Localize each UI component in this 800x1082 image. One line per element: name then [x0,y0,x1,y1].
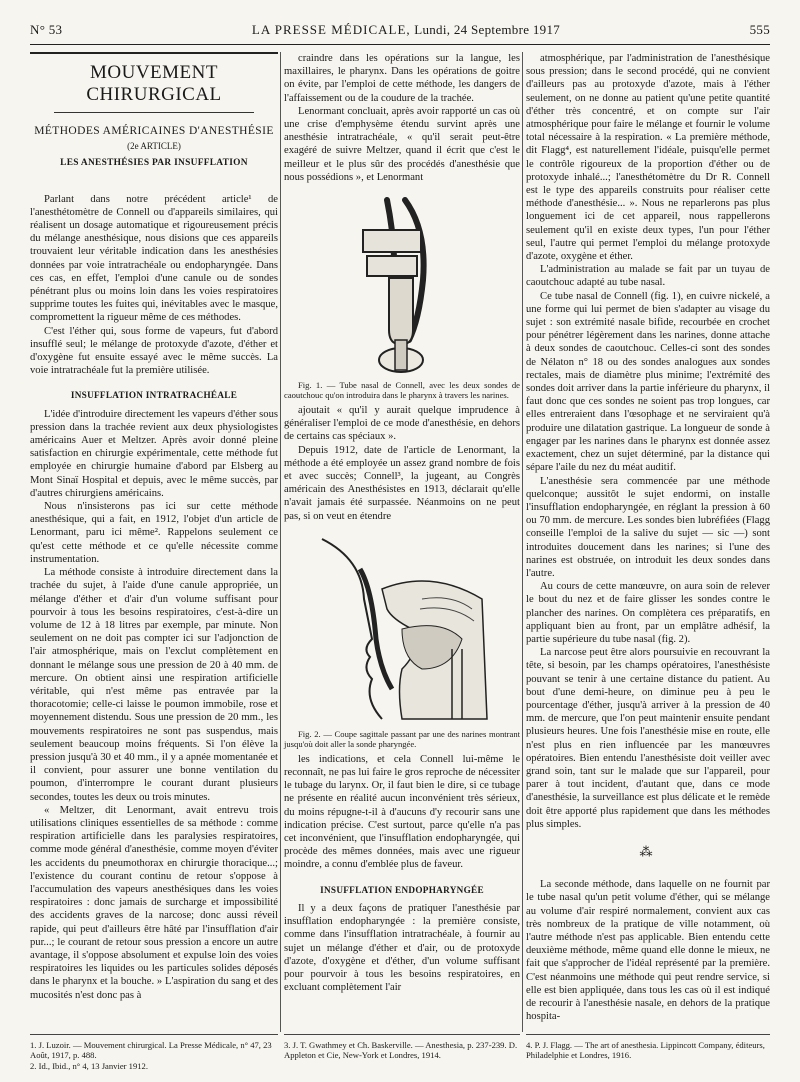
footnote: 4. P. J. Flagg. — The art of anesthesia. Lippincott Company, éditeurs, Philadelphie et Londres, 1916. [526,1040,765,1061]
column-divider [280,52,281,1032]
article-title: MÉTHODES AMÉRICAINES D'ANESTHÉSIE [34,125,274,137]
paragraph: ajoutait « qu'il y aurait quelque imprudence à généraliser l'emploi de ce mode d'anesthésie, en dehors de certains cas spéciaux ». [284,405,520,443]
paragraph: L'administration au malade se fait par un tuyau de caoutchouc adapté au tube nasal. [526,264,770,289]
publication-name: LA PRESSE MÉDICALE, [251,22,411,37]
paragraph: Au cours de cette manœuvre, on aura soin de relever le bout du nez et de faire glisser les sondes contre le plancher des narines. On complètera ces préparatifs, en appliquant bien au front, par un emplâtre adhésif, la partie supérieure du tube nasal (fig. 2). [526,581,770,645]
paragraph: craindre dans les opérations sur la langue, les maxillaires, le pharynx. Dans les opérations de goitre on évite, par l'emploi de cette méthode, les dangers de l'affaissement ou de la coudure de la trachée. [284,53,520,104]
footnote: 2. Id., Ibid., n° 4, 13 Janvier 1912. [30,1060,149,1071]
masthead [252,22,560,38]
footnote: 3. J. T. Gwathmey et Ch. Baskerville. — Anesthesia, p. 237-239. D. Appleton et Cie, New-York et Londres, 1914. [284,1040,518,1061]
footnotes-col-1 [30,1040,278,1071]
section-title: MOUVEMENT CHIRURGICAL [86,62,222,105]
column-2 [284,52,520,994]
paragraph: les indications, et cela Connell lui-même le reconnaît, ne pas lui faire le gros reproche de nécessiter le tubage du larynx. Or, il faut bien le dire, si ce tubage ne présente en réalité aucun inconvénient très sérieux, du moins répugne-t-il à d'aucuns d'y recourir sans une indication précise. C'est surtout, parce qu'elle n'a pas cet inconvénient, que l'insufflation endopharyngée, qui procède des mêmes données, mais avec une rigueur moindre, a connu d'emblée plus de faveur. [284,753,520,871]
header-rule [30,44,770,45]
paragraph: « Meltzer, dit Lenormant, avait entrevu trois utilisations cliniques essentielles de sa méthode : comme respiration artificielle dans les paralysies respiratoires, comme mode général d'anesthésie, comme moyen d'éviter les accidents du pneumothorax en chirurgie thoracique...; l'existence du courant continu de retour s'oppose à l'accumulation des vapeurs anesthésiques dans les voies respiratoires : donc jamais de surcharge et impossibilité des accidents graves de la narcose; donc aussi réveil rapide, qui peut d'ailleurs être hâté par l'insufflation d'air pur...; le courant de retour sous pression a encore un autre avantage, il s'oppose absolument et expulse loin des voies respiratoires les liquides ou les particules solides déposés dans le pharynx et la bouche. » L'aspiration du sang et des mucosités n'est donc pas à [30,804,278,1001]
paragraph: Ce tube nasal de Connell (fig. 1), en cuivre nickelé, a une forme qui lui permet de bien s'adapter au visage du sujet : son extrémité nasale bifide, recourbée en crochet pour pénétrer légèrement dans les narines, donne attache à deux sondes de caoutchouc. Celles-ci sont des sondes de Nélaton n° 18 ou des sondes analogues aux sondes rectales, mais de diamètre plus minime; l'extrémité des sondes doit arriver dans la partie inférieure du pharynx, il faut donc que ces sondes ne soient pas trop longues, car elles entreraient dans l'œsophage et ne serviraient qu'à produire une dilatation gastrique. La longueur de sonde à engager par les narines dans le pharynx est donnée assez exactement, chez un sujet déterminé, par la distance qui sépare l'aile du nez du méat auditif. [526,290,770,474]
issue-number: N° 53 [30,22,63,37]
issue-date: Lundi, 24 Septembre 1917 [414,22,561,37]
paragraph: Nous n'insisterons pas ici sur cette méthode anesthésique, qui a fait, en 1912, l'objet d'un article de Lenormant, paru ici même². Rappelons seulement ce qu'est cette méthode et ce qu'elle nécessite comme instrumentation. [30,501,278,565]
paragraph: C'est l'éther qui, sous forme de vapeurs, fut d'abord insufflé seul; le mélange de protoxyde d'azote, d'éther et d'oxygène fut ensuite essayé avec le même succès. La voie intratrachéale fut la première utilisée. [30,325,278,377]
footnote: 1. J. Luzoir. — Mouvement chirurgical. La Presse Médicale, n° 47, 23 Août, 1917, p. 488. [30,1040,272,1061]
paragraph: La narcose peut être alors poursuivie en recouvrant la tête, si besoin, par les champs opératoires, l'anesthésiste pouvant se tenir à une certaine distance du patient. Au bout d'une demi-heure, on diminue peu à peu le pourcentage d'éther, jusqu'à arriver à la pression de 40 mm. de mercure, que l'on peut maintenir ensuite pendant plusieurs heures. Une fois l'anesthésie mise en route, elle n'est plus en rien influencée par les manœuvres opératoires. Bien entendu l'anesthésiste doit veiller avec grand soin, tant sur le malade que sur l'appareil, pour parer à tout incident, d'autant que, dans ce mode d'anesthésie, la surveillance est plus délicate et le remède doit être apporté plus rapidement que dans les méthodes plus simples. [526,647,770,830]
paragraph: Depuis 1912, date de l'article de Lenormant, la méthode a été employée un assez grand nombre de fois et avec succès; Connell³, la jugeant, au Congrès américain des Anesthésistes en 1913, déclarait qu'elle n'avait jamais été surpassée. Néanmoins on ne peut pas, si on veut en étendre [284,444,520,522]
paragraph: La méthode consiste à introduire directement dans la trachée du sujet, à l'aide d'une canule appropriée, un mélange d'éther et d'air d'un volume suffisant pour pourvoir à tous les besoins respiratoires, c'est-à-dire un volume de 12 à 18 litres par exemple, par minute. Non seulement on ne doit pas compter ici sur l'adjonction de l'air atmosphérique, mais on l'exclut complètement en donnant le mélange sous une pression de 20 à 40 mm. de mercure. On obtient ainsi une respiration artificielle véritable, qui n'est même pas entravée par la thoracotomie; celle-ci laisse le poumon immobile, rose et moyennement distendu. Sous une pression de 20 mm., les mouvements respiratoires ne sont pas suspendus, mais seulement beaucoup moins fréquents. Si l'on élève la pression jusqu'à 30 et 40 mm., il y a apnée momentanée et il convient, pour assurer une bonne ventilation du poumon, d'interrompre le courant durant plusieurs secondes, toutes les deux ou trois minutes. [30,567,278,803]
figure-2-caption: Fig. 2. — Coupe sagittale passant par une des narines montrant jusqu'où doit aller la sonde pharyngée. [284,728,520,749]
column-3 [526,52,770,1023]
subheading: INSUFFLATION ENDOPHARYNGÉE [320,884,484,895]
figure-2 [284,529,520,749]
footnote-rule [30,1034,278,1035]
paragraph: atmosphérique, par l'administration de l'anesthésique sous pression; dans le second procédé, qui ne convient d'ailleurs pas au protoxyde d'azote, mais à l'éther seulement, on ne donne au patient qu'une petite quantité d'éther très concentré, et on compte sur l'air atmosphérique pour faire le mélange et fournir le volume total nécessaire à la respiration. « La première méthode, dit Flagg⁴, est naturellement l'idéale, puisqu'elle permet le contrôle rigoureux de la proportion d'éther ou de protoxyde inhalé...; l'anesthétomètre du Dr R. Connell est le type des appareils construits pour réaliser cette méthode d'anesthésie... ». Nous ne reparlerons pas plus longuement ici de cet appareil, nous rappellerons seulement qu'il en existe deux types, l'un pour l'éther seul, l'autre qui permet l'emploi du mélange protoxyde d'azote, oxygène et éther. [526,53,770,263]
footnotes-col-2 [284,1040,520,1061]
paragraph: Lenormant concluait, après avoir rapporté un cas où une crise d'emphysème étendu survint après une anesthésie intratrachéale, « qu'il serait peut-être exagéré de suivre Meltzer, quand il écrit que c'est le meilleur et le plus sûr des procédés d'anesthésie que nous possédions », et Lenormant [284,105,520,183]
paragraph: L'anesthésie sera commencée par une méthode quelconque; aussitôt le sujet endormi, on installe l'insufflation endopharyngée, en réglant la pression à 60 ou 70 mm. de mercure. Les sondes bien lubréfiées (Flagg conseille l'emploi de la salive du sujet — sic —) sont introduites doucement dans les narines; si l'une des narines est obstruée, on introduit les deux sondes dans l'autre. [526,475,770,579]
page-number: 555 [749,22,770,37]
footnotes-col-3 [526,1040,770,1061]
section-rule [30,52,278,54]
article-subtitle: (2e ARTICLE) [127,141,181,152]
figure-1 [284,190,520,400]
paragraph: La seconde méthode, dans laquelle on ne fournit par le tube nasal qu'un petit volume d'éther, qui se mélange au volume d'air respiré normalement, convient aux cas très nombreux de la pratique de ville notamment, où l'autre méthode n'est pas applicable. Bien entendu cette deuxième méthode, même quand elle donne le mieux, ne fait que s'approcher de l'idéal représenté par la première. C'est néanmoins une méthode qui peut rendre service, si elle est bien appliquée, dans tous les cas où il est indiqué de recourir à l'anesthésie nasale, en dehors de la pratique hospita- [526,879,770,1023]
section-rule [54,112,254,113]
article-heading: LES ANESTHÉSIES PAR INSUFFLATION [60,158,248,169]
subheading: INSUFFLATION INTRATRACHÉALE [70,390,238,401]
footnote-rule [284,1034,520,1035]
figure-1-caption: Fig. 1. — Tube nasal de Connell, avec les deux sondes de caoutchouc qu'on introduira dans le pharynx à travers les narines. [284,380,520,401]
paragraph: Il y a deux façons de pratiquer l'anesthésie par insufflation endopharyngée : la première consiste, comme dans l'insufflation intratrachéale, à fournir au sujet un mélange d'éther et d'air, ou de protoxyde d'azote, d'oxygène et d'éther, d'un volume suffisant pour pourvoir à tous les besoins respiratoires, en excluant complètement l'air [284,902,520,994]
paragraph: Parlant dans notre précédent article¹ de l'anesthétomètre de Connell ou d'appareils similaires, qui réalisent un dosage automatique et rigoureusement précis du mélange anesthésique, nous disions que ces appareils trouvaient leur véritable indication dans les anesthésies données par voie intratrachéale ou endopharyngée. Dans ces cas, en effet, l'emploi d'une canule ou de sondes pénétrant plus ou moins loin dans les voies respiratoires supprime toutes les fuites qui, inévitables avec le masque, compromettent la rigueur même de ces méthodes. [30,193,278,324]
paragraph: L'idée d'introduire directement les vapeurs d'éther sous pression dans la trachée revient aux deux physiologistes américains Auer et Meltzer. Après avoir donné pleine satisfaction en chirurgie expérimentale, cette méthode fut employée en chirurgie humaine d'abord par Elsberg au Mont Sinaï Hospital et depuis, avec le même succès, par d'autres chirurgiens américains. [30,408,278,499]
nasal-tube-illustration [327,190,477,380]
sagittal-section-illustration [302,529,502,729]
page-header [30,22,770,42]
column-divider [522,52,523,1032]
column-1 [30,52,278,1002]
footnote-rule [526,1034,770,1035]
section-break: ⁂ [639,843,657,859]
